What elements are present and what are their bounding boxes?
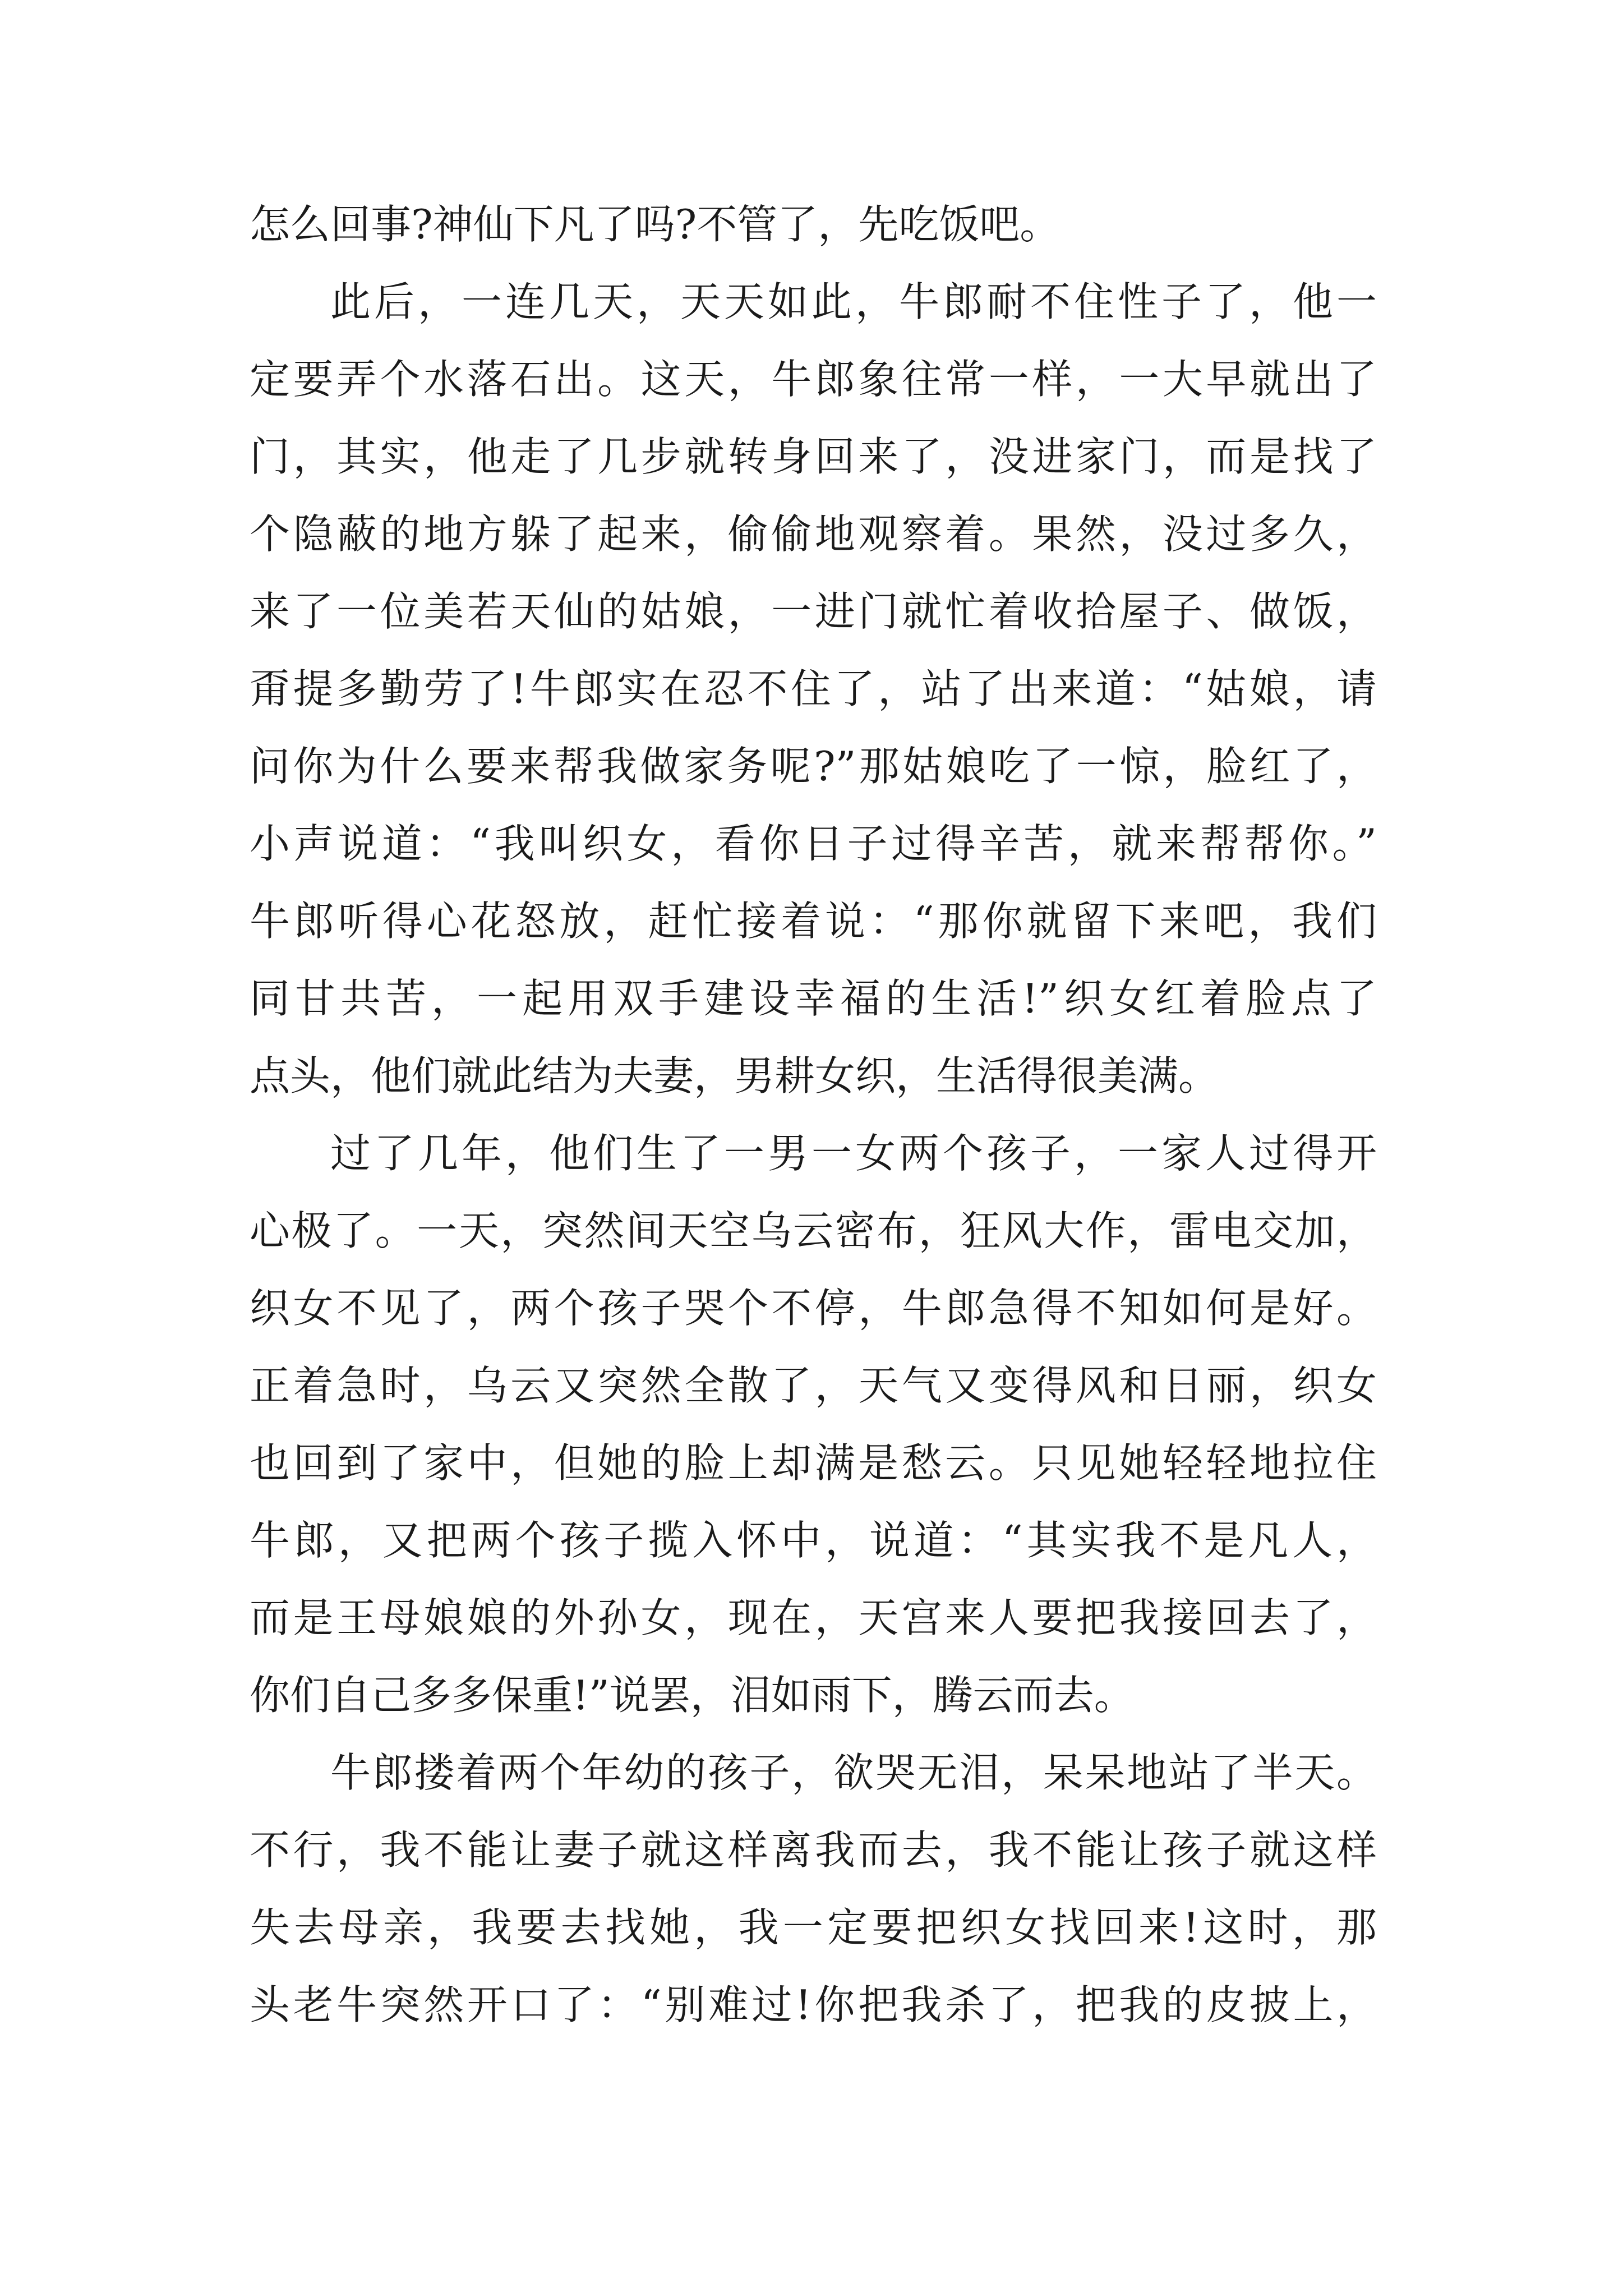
text-line: 甭提多勤劳了!牛郎实在忍不住了，站了出来道：“姑娘，请: [250, 665, 1377, 712]
text-line: 门，其实，他走了几步就转身回来了，没进家门，而是找了: [250, 433, 1377, 480]
text-line: 你们自己多多保重!”说罢，泪如雨下，腾云而去。: [250, 1672, 1135, 1719]
text-line: 问你为什么要来帮我做家务呢?”那姑娘吃了一惊，脸红了，: [250, 743, 1377, 790]
text-line: 牛郎，又把两个孩子揽入怀中，说道：“其实我不是凡人，: [250, 1517, 1377, 1564]
text-line: 点头，他们就此结为夫妻，男耕女织，生活得很美满。: [250, 1052, 1219, 1099]
text-line: 过了几年，他们生了一男一女两个孩子，一家人过得开: [330, 1130, 1377, 1177]
text-line: 正着急时，乌云又突然全散了，天气又变得风和日丽，织女: [250, 1362, 1377, 1409]
text-line: 小声说道：“我叫织女，看你日子过得辛苦，就来帮帮你。”: [250, 820, 1377, 867]
text-line: 织女不见了，两个孩子哭个不停，牛郎急得不知如何是好。: [250, 1285, 1377, 1332]
text-line: 牛郎听得心花怒放，赶忙接着说：“那你就留下来吧，我们: [250, 898, 1377, 945]
text-line: 头老牛突然开口了：“别难过!你把我杀了，把我的皮披上，: [250, 1981, 1377, 2028]
text-line: 失去母亲，我要去找她，我一定要把织女找回来!这时，那: [250, 1904, 1377, 1951]
text-line: 而是王母娘娘的外孙女，现在，天宫来人要把我接回去了，: [250, 1594, 1377, 1641]
text-line: 牛郎搂着两个年幼的孩子，欲哭无泪，呆呆地站了半天。: [330, 1749, 1377, 1796]
text-line: 也回到了家中，但她的脸上却满是愁云。只见她轻轻地拉住: [250, 1439, 1377, 1487]
text-line: 此后，一连几天，天天如此，牛郎耐不住性子了，他一: [330, 278, 1377, 325]
text-line: 同甘共苦，一起用双手建设幸福的生活!”织女红着脸点了: [250, 975, 1377, 1022]
text-line: 不行，我不能让妻子就这样离我而去，我不能让孩子就这样: [250, 1826, 1377, 1874]
text-line: 怎么回事?神仙下凡了吗?不管了，先吃饭吧。: [250, 201, 1061, 248]
text-line: 心极了。一天，突然间天空乌云密布，狂风大作，雷电交加，: [250, 1207, 1377, 1254]
text-line: 个隐蔽的地方躲了起来，偷偷地观察着。果然，没过多久，: [250, 510, 1377, 558]
text-line: 来了一位美若天仙的姑娘，一进门就忙着收拾屋子、做饭，: [250, 588, 1377, 635]
text-line: 定要弄个水落石出。这天，牛郎象往常一样，一大早就出了: [250, 356, 1377, 403]
